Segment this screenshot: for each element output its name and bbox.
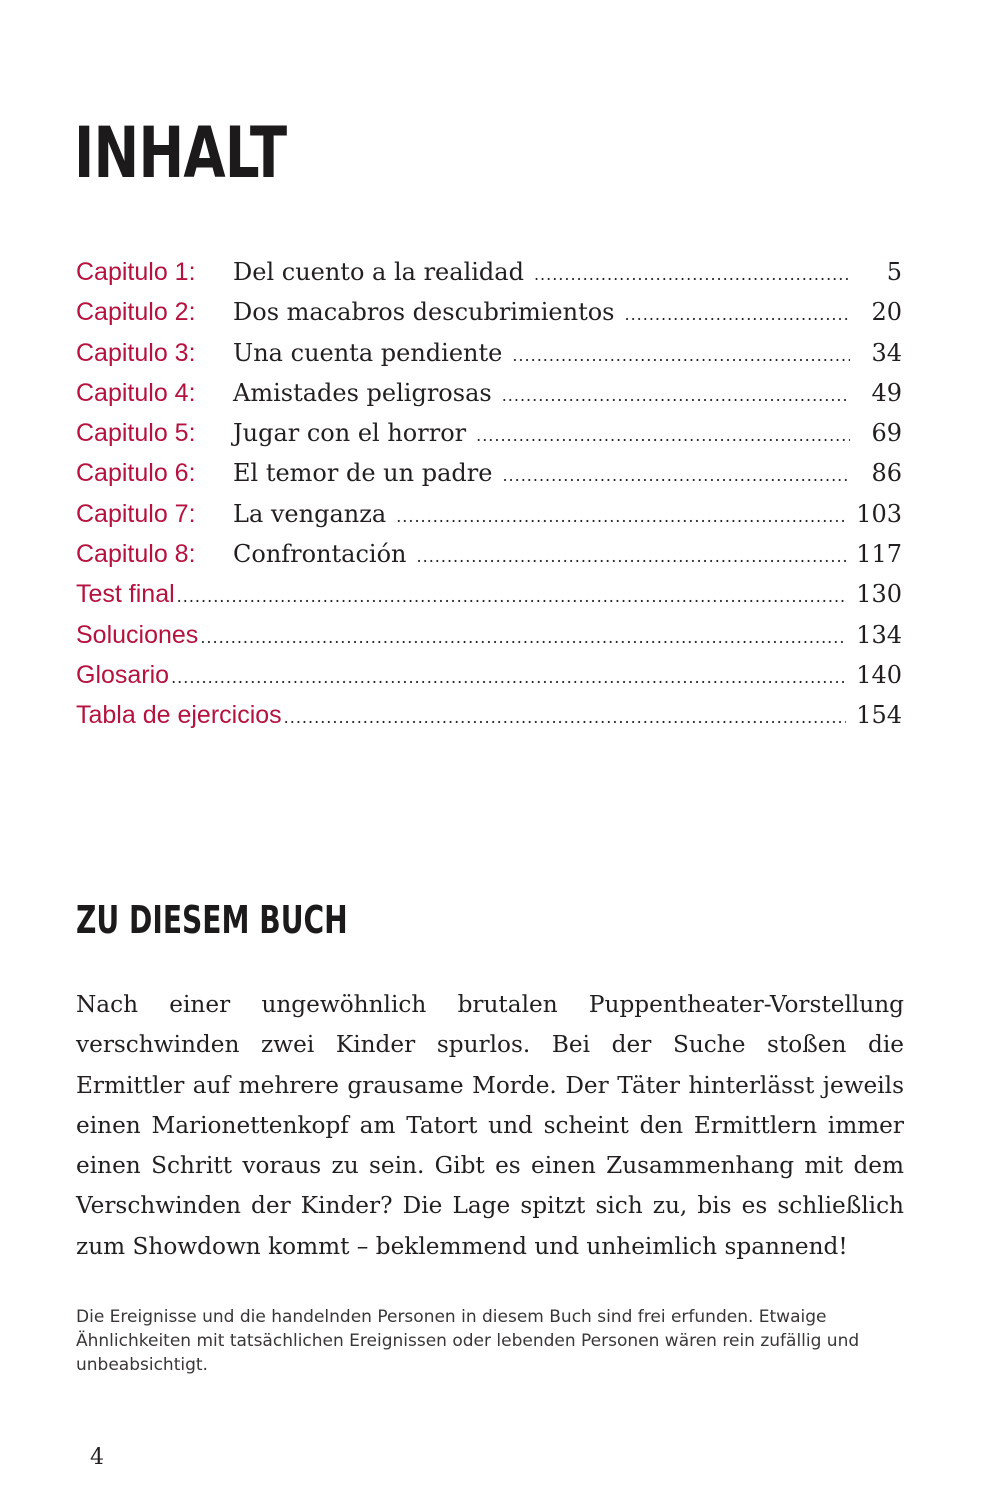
toc-entry-title: Una cuenta pendiente	[233, 338, 503, 367]
toc-leader-dots	[396, 497, 846, 537]
contents-heading: INHALT	[74, 112, 287, 194]
toc-entry-label: Test final	[76, 580, 175, 609]
about-heading: ZU DIESEM BUCH	[76, 898, 348, 942]
toc-entry-page: 49	[871, 378, 902, 407]
toc-entry-tabla-de-ejercicios[interactable]	[76, 695, 902, 735]
toc-entry-glosario[interactable]	[76, 655, 902, 695]
toc-entry-page: 34	[871, 338, 902, 367]
toc-leader-dots	[624, 295, 850, 335]
toc-entry-page: 134	[856, 620, 902, 649]
toc-entry-label: Soluciones	[76, 620, 199, 649]
disclaimer-note: Die Ereignisse und die handelnden Personen in diesem Buch sind frei erfunden. Etwaige Ähnlichkeiten mit tatsächlichen Ereignissen oder lebenden Personen wären rein zufällig und unbeabsichtigt.	[76, 1307, 860, 1375]
toc-entry-chapter-8[interactable]	[76, 534, 902, 574]
toc-entry-label: Capitulo 4:	[76, 378, 196, 407]
toc-leader-dots	[502, 456, 850, 496]
book-description: Nach einer ungewöhnlich brutalen Puppentheater-Vorstellung verschwinden zwei Kinder spurlos. Bei der Suche stoßen die Ermittler auf mehrere grausame Morde. Der Täter hinterlässt jeweils einen Marionettenkopf am Tatort und scheint den Ermittlern immer einen Schritt voraus zu sein. Gibt es einen Zusammenhang mit dem Verschwinden der Kinder? Die Lage spitzt sich zu, bis es schließlich zum Showdown kommt – beklemmend und unheimlich spannend!	[76, 991, 904, 1260]
toc-leader-dots	[200, 618, 846, 658]
toc-entry-title: El temor de un padre	[233, 459, 493, 488]
toc-entry-label: Capitulo 8:	[76, 540, 196, 569]
toc-entry-chapter-3[interactable]	[76, 333, 902, 373]
toc-leader-dots	[284, 698, 847, 738]
toc-entry-page: 154	[856, 701, 902, 730]
toc-entry-page: 103	[856, 499, 902, 528]
toc-entry-title: Amistades peligrosas	[233, 378, 492, 407]
toc-entry-page: 117	[856, 540, 902, 569]
toc-entry-page: 86	[871, 459, 902, 488]
toc-entry-chapter-6[interactable]	[76, 453, 902, 493]
toc-leader-dots	[177, 577, 847, 617]
toc-entry-title: Jugar con el horror	[233, 419, 467, 448]
toc-entry-page: 20	[871, 298, 902, 327]
toc-entry-label: Capitulo 2:	[76, 298, 196, 327]
toc-entry-title: Del cuento a la realidad	[233, 258, 524, 286]
toc-leader-dots	[534, 255, 850, 295]
toc-entry-soluciones[interactable]	[76, 615, 902, 655]
toc-entry-label: Glosario	[76, 660, 170, 689]
toc-entry-page: 5	[886, 258, 902, 286]
toc-entry-label: Capitulo 1:	[76, 258, 196, 286]
toc-entry-label: Capitulo 7:	[76, 499, 196, 528]
toc-entry-chapter-4[interactable]	[76, 373, 902, 413]
table-of-contents	[76, 252, 902, 736]
toc-entry-label: Tabla de ejercicios	[76, 701, 282, 730]
toc-entry-title: La venganza	[233, 499, 387, 528]
page-number: 4	[90, 1445, 104, 1470]
toc-entry-page: 69	[871, 419, 902, 448]
toc-entry-label: Capitulo 3:	[76, 338, 196, 367]
toc-entry-page: 130	[856, 580, 902, 609]
toc-entry-label: Capitulo 6:	[76, 459, 196, 488]
toc-leader-dots	[502, 376, 850, 416]
toc-entry-test-final[interactable]	[76, 574, 902, 614]
toc-entry-title: Confrontación	[233, 540, 407, 569]
toc-leader-dots	[171, 658, 846, 698]
toc-entry-title: Dos macabros descubrimientos	[233, 298, 615, 327]
toc-entry-chapter-5[interactable]	[76, 413, 902, 453]
toc-entry-page: 140	[856, 660, 902, 689]
toc-leader-dots	[417, 537, 847, 577]
toc-leader-dots	[476, 416, 850, 456]
toc-entry-chapter-1[interactable]	[76, 252, 902, 292]
toc-entry-label: Capitulo 5:	[76, 419, 196, 448]
toc-leader-dots	[512, 336, 850, 376]
toc-entry-chapter-2[interactable]	[76, 292, 902, 332]
toc-entry-chapter-7[interactable]	[76, 494, 902, 534]
